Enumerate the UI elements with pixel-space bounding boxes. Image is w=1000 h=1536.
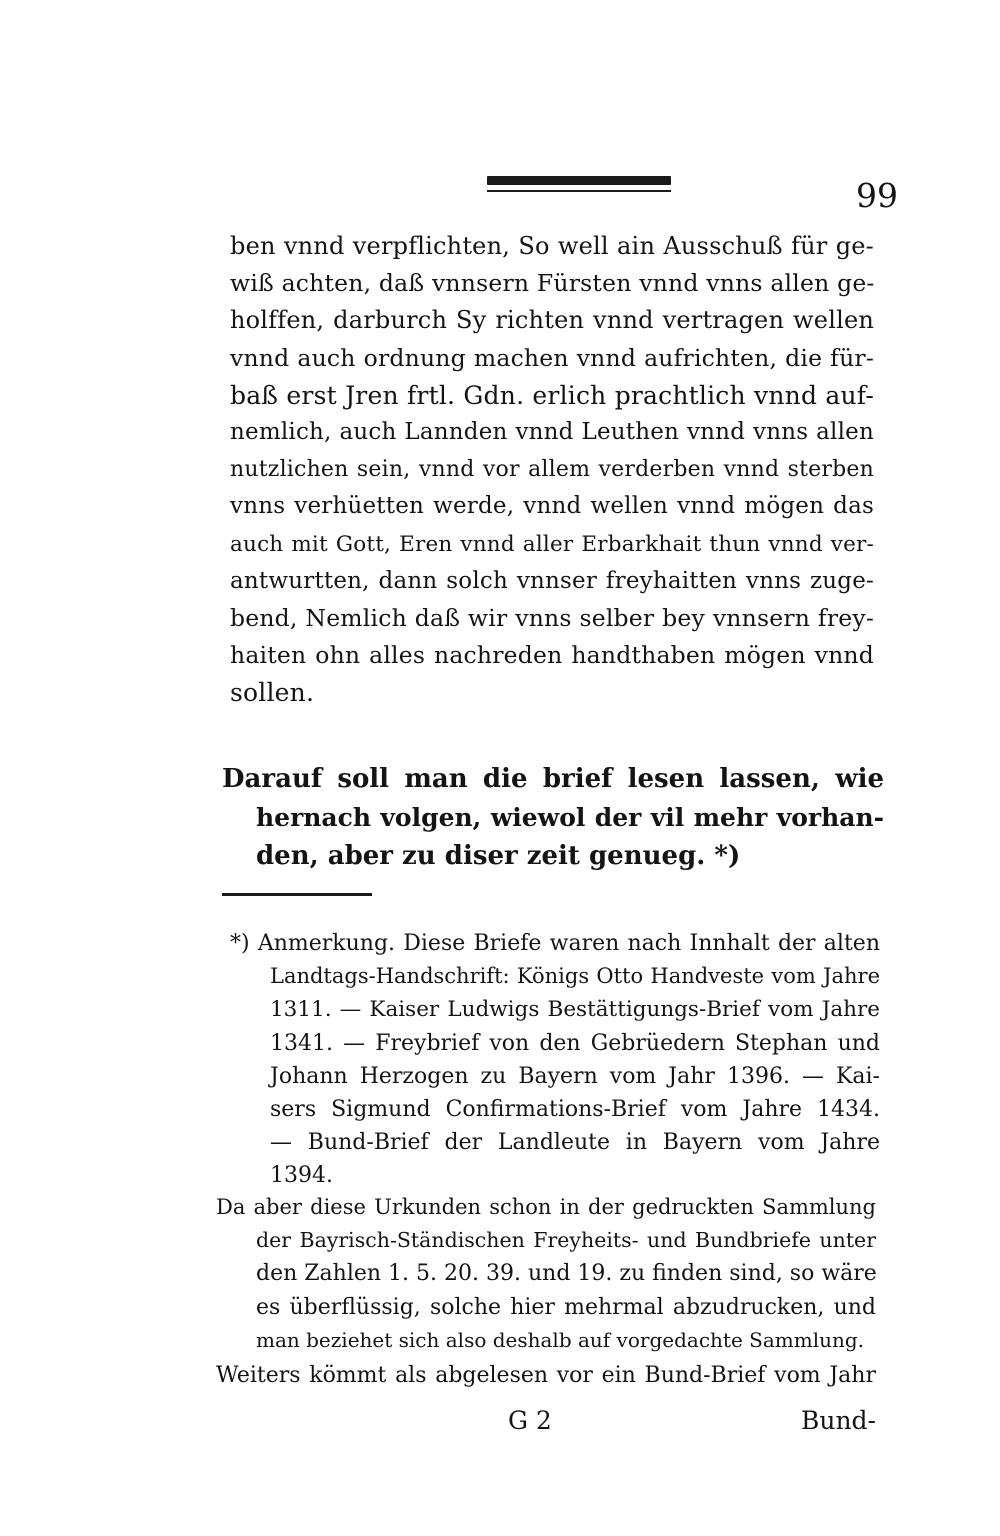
footnote-line: sers Sigmund Confirmations-Brief vom Jahre 1434. bbox=[270, 1096, 880, 1122]
footnote-line: Landtags-Handschrift: Königs Otto Handveste vom Jahre bbox=[270, 964, 880, 989]
note-line: den Zahlen 1. 5. 20. 39. und 19. zu finden sind, so wäre bbox=[256, 1261, 877, 1287]
page-number: 99 bbox=[856, 176, 898, 215]
note-paragraph bbox=[216, 1191, 876, 1357]
footnote-separator bbox=[222, 893, 372, 896]
header-ornament bbox=[487, 176, 671, 192]
text-line: wiß achten, daß vnnsern Fürsten vnnd vnns allen ge- bbox=[230, 269, 875, 298]
footnote-line: 1394. bbox=[270, 1163, 333, 1189]
text-line: nemlich, auch Lannden vnnd Leuthen vnnd vnns allen bbox=[230, 418, 874, 445]
catchword: Bund- bbox=[800, 1406, 876, 1435]
heading-line: den, aber zu diser zeit genueg. *) bbox=[256, 841, 741, 871]
note-paragraph bbox=[216, 1359, 876, 1392]
footnote-line: — Bund-Brief der Landleute in Bayern vom Jahre bbox=[270, 1130, 880, 1156]
text-line: ben vnnd verpflichten, So well ain Ausschuß für ge- bbox=[230, 232, 874, 260]
text-line: baß erst Jren frtl. Gdn. erlich prachtlich vnnd auf- bbox=[230, 380, 874, 410]
ornament-thick-bar bbox=[487, 176, 671, 185]
section-heading bbox=[222, 760, 884, 876]
footnote-line: 1311. — Kaiser Ludwigs Bestättigungs-Brief vom Jahre bbox=[270, 997, 880, 1023]
text-line: sollen. bbox=[230, 678, 315, 708]
signature-mark: G 2 bbox=[508, 1406, 552, 1435]
footnote-line: Johann Herzogen zu Bayern vom Jahr 1396. — Kai- bbox=[270, 1063, 880, 1089]
footnote-line: 1341. — Freybrief von den Gebrüedern Stephan und bbox=[270, 1030, 880, 1056]
main-paragraph bbox=[230, 228, 874, 711]
footnote-line: *) Anmerkung. Diese Briefe waren nach Innhalt der alten bbox=[230, 931, 880, 956]
note-line: Da aber diese Urkunden schon in der gedruckten Sammlung bbox=[216, 1195, 876, 1219]
text-line: antwurtten, dann solch vnnser freyhaitten vnns zuge- bbox=[230, 567, 874, 594]
text-line: vnnd auch ordnung machen vnnd aufrichten, die für- bbox=[230, 343, 874, 372]
footnote bbox=[230, 927, 880, 1193]
note-line: es überflüssig, solche hier mehrmal abzudrucken, und bbox=[256, 1294, 876, 1320]
note-line: der Bayrisch-Ständischen Freyheits- und Bundbriefe unter bbox=[256, 1228, 876, 1253]
heading-line: Darauf soll man die brief lesen lassen, wie bbox=[222, 764, 884, 794]
note-line: Weiters kömmt als abgelesen vor ein Bund-Brief vom Jahr bbox=[216, 1363, 876, 1388]
ornament-thin-bar bbox=[487, 190, 671, 192]
note-line: man beziehet sich also deshalb auf vorgedachte Sammlung. bbox=[256, 1327, 865, 1352]
text-line: haiten ohn alles nachreden handthaben mögen vnnd bbox=[230, 641, 874, 670]
text-line: auch mit Gott, Eren vnnd aller Erbarkhait thun vnnd ver- bbox=[230, 531, 874, 557]
text-line: nutzlichen sein, vnnd vor allem verderben vnnd sterben bbox=[230, 457, 874, 483]
text-line: vnns verhüetten werde, vnnd wellen vnnd mögen das bbox=[230, 493, 874, 520]
heading-line: hernach volgen, wiewol der vil mehr vorhan- bbox=[256, 802, 884, 832]
text-line: bend, Nemlich daß wir vnns selber bey vnnsern frey- bbox=[230, 603, 874, 632]
text-line: holffen, darburch Sy richten vnnd vertragen wellen bbox=[230, 306, 874, 335]
